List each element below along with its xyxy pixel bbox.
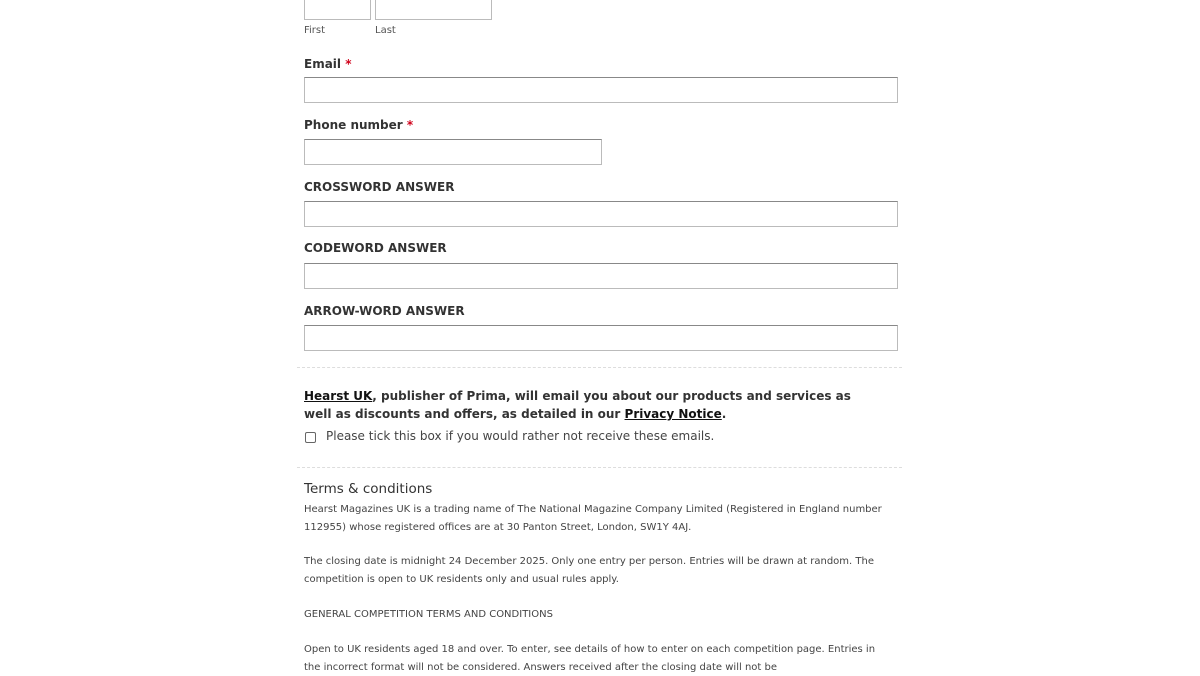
email-input[interactable] xyxy=(304,77,898,103)
crossword-input[interactable] xyxy=(304,201,898,227)
opt-out-label[interactable]: Please tick this box if you would rather not receive these emails. xyxy=(326,429,715,443)
opt-out-checkbox[interactable] xyxy=(305,432,316,443)
divider xyxy=(297,367,902,368)
phone-label-text: Phone number xyxy=(304,118,403,132)
divider xyxy=(297,467,902,468)
arrowword-input[interactable] xyxy=(304,325,898,351)
email-label-text: Email xyxy=(304,57,342,71)
phone-label xyxy=(304,118,413,132)
email-label xyxy=(304,57,352,71)
arrowword-label: ARROW-WORD ANSWER xyxy=(304,304,465,318)
terms-paragraph: The closing date is midnight 24 December 2025. Only one entry per person. Entries will be drawn at random. The competition is open to UK residents only and usual rules apply. xyxy=(304,556,874,585)
consent-text-1: , publisher of Prima, will email you about our products and services as well as discounts and offers, as detailed in our xyxy=(304,389,851,421)
crossword-label: CROSSWORD ANSWER xyxy=(304,180,455,194)
terms-heading: GENERAL COMPETITION TERMS AND CONDITIONS xyxy=(304,609,553,620)
codeword-label: CODEWORD ANSWER xyxy=(304,241,447,255)
terms-title: Terms & conditions xyxy=(304,481,433,497)
terms-paragraph: Open to UK residents aged 18 and over. To enter, see details of how to enter on each competition page. Entries in the incorrect format will not be considered. Answers received after the closing date will not be xyxy=(304,644,876,673)
terms-paragraph: Hearst Magazines UK is a trading name of The National Magazine Company Limited (Registered in England number 112955) whose registered offices are at 30 Panton Street, London, SW1Y 4AJ. xyxy=(304,504,882,533)
consent-text xyxy=(304,387,864,423)
hearst-uk-link[interactable]: Hearst UK xyxy=(304,389,373,403)
codeword-input[interactable] xyxy=(304,263,898,289)
first-name-input[interactable] xyxy=(304,0,371,20)
required-marker: * xyxy=(406,118,414,132)
first-name-sublabel: First xyxy=(304,25,326,36)
last-name-input[interactable] xyxy=(375,0,492,20)
consent-text-2: . xyxy=(721,407,727,421)
privacy-notice-link[interactable]: Privacy Notice xyxy=(624,407,722,421)
last-name-sublabel: Last xyxy=(375,25,396,36)
phone-input[interactable] xyxy=(304,139,602,165)
required-marker: * xyxy=(345,57,352,71)
